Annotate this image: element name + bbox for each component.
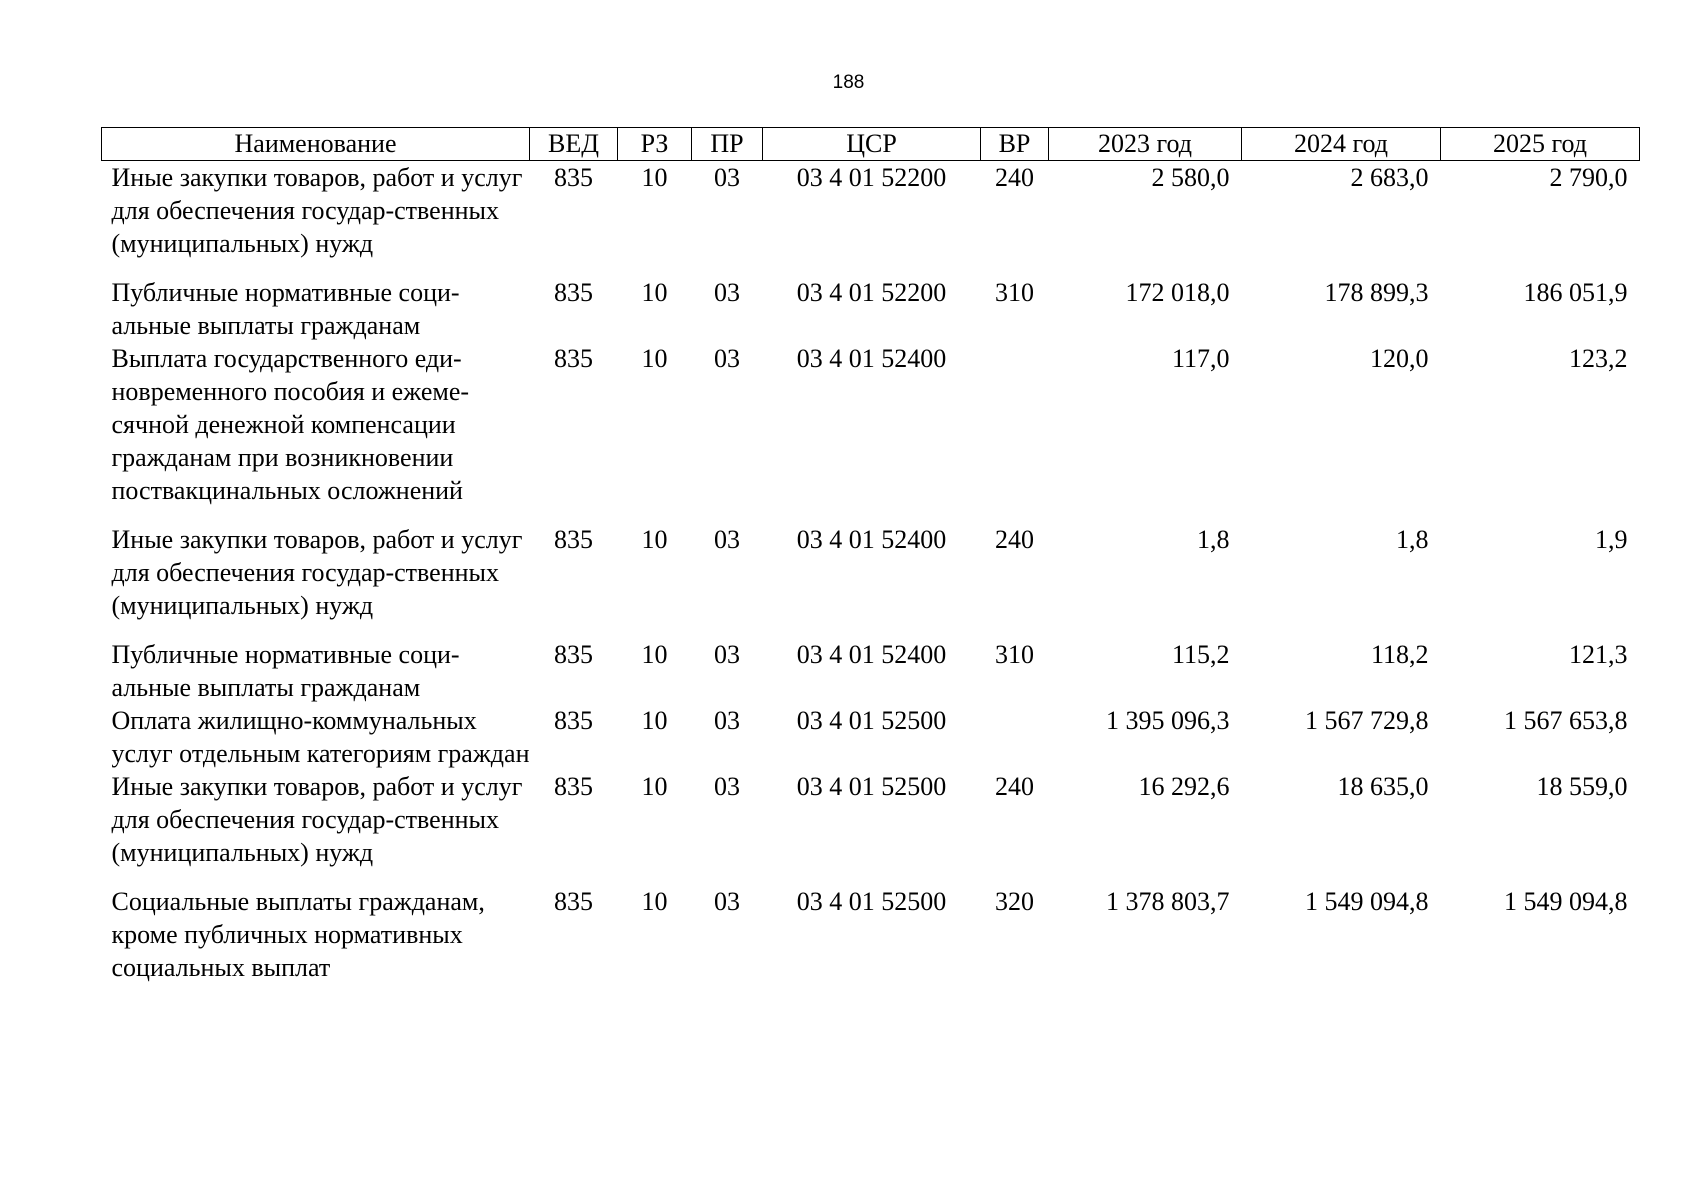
row-ved: 835 — [554, 640, 593, 669]
row-name: Социальные выплаты гражданам, кроме публичных нормативных социальных выплат — [111, 887, 485, 982]
row-pr: 03 — [714, 525, 740, 554]
row-2023: 172 018,0 — [1125, 278, 1230, 307]
row-pr: 03 — [714, 706, 740, 735]
header-rz: РЗ — [618, 128, 692, 161]
row-csr: 03 4 01 52400 — [796, 344, 947, 373]
row-2023: 1,8 — [1197, 525, 1230, 554]
row-2023: 1 378 803,7 — [1106, 887, 1230, 916]
row-csr: 03 4 01 52200 — [796, 278, 947, 307]
row-2024: 178 899,3 — [1324, 278, 1429, 307]
row-pr: 03 — [714, 887, 740, 916]
row-2025: 1,9 — [1595, 525, 1628, 554]
table-row — [102, 161, 1640, 277]
row-name: Публичные нормативные соци-альные выплаты гражданам — [111, 278, 460, 340]
row-name: Публичные нормативные соци-альные выплаты гражданам — [111, 640, 460, 702]
row-ved: 835 — [554, 887, 593, 916]
table-header-row — [102, 128, 1640, 161]
header-csr: ЦСР — [763, 128, 981, 161]
row-ved: 835 — [554, 772, 593, 801]
row-pr: 03 — [714, 344, 740, 373]
row-rz: 10 — [641, 706, 668, 735]
row-csr: 03 4 01 52200 — [796, 163, 947, 192]
row-2025: 186 051,9 — [1523, 278, 1628, 307]
row-2025: 121,3 — [1569, 640, 1628, 669]
row-2025: 1 549 094,8 — [1504, 887, 1628, 916]
row-vr: 240 — [995, 163, 1034, 192]
row-2025: 1 567 653,8 — [1504, 706, 1628, 735]
row-csr: 03 4 01 52500 — [796, 706, 947, 735]
row-ved: 835 — [554, 163, 593, 192]
row-vr: 310 — [995, 640, 1034, 669]
row-2024: 1 549 094,8 — [1305, 887, 1429, 916]
table-row — [102, 276, 1640, 342]
row-name: Иные закупки товаров, работ и услуг для обеспечения государ-ственных (муниципальных) нужд — [111, 163, 523, 258]
row-2023: 1 395 096,3 — [1106, 706, 1230, 735]
header-vr: ВР — [981, 128, 1049, 161]
page-number: 188 — [832, 72, 865, 93]
row-rz: 10 — [641, 640, 668, 669]
row-2024: 118,2 — [1370, 640, 1429, 669]
row-2023: 117,0 — [1171, 344, 1230, 373]
row-2024: 18 635,0 — [1337, 772, 1429, 801]
row-name: Выплата государственного еди-новременного пособия и ежеме-сячной денежной компенсации гражданам при возникновении поствакцинальных осложнений — [111, 344, 470, 505]
row-ved: 835 — [554, 344, 593, 373]
row-vr: 310 — [995, 278, 1034, 307]
header-2024: 2024 год — [1242, 128, 1441, 161]
row-2023: 16 292,6 — [1138, 772, 1230, 801]
row-rz: 10 — [641, 887, 668, 916]
row-csr: 03 4 01 52500 — [796, 887, 947, 916]
row-pr: 03 — [714, 772, 740, 801]
table-row — [102, 523, 1640, 638]
row-csr: 03 4 01 52500 — [796, 772, 947, 801]
row-rz: 10 — [641, 344, 668, 373]
row-pr: 03 — [714, 640, 740, 669]
row-csr: 03 4 01 52400 — [796, 640, 947, 669]
row-2025: 2 790,0 — [1549, 163, 1628, 192]
row-vr: 320 — [995, 887, 1034, 916]
row-2023: 115,2 — [1171, 640, 1230, 669]
table-row — [102, 704, 1640, 770]
row-rz: 10 — [641, 163, 668, 192]
table-row — [102, 342, 1640, 523]
row-2024: 120,0 — [1370, 344, 1429, 373]
row-2023: 2 580,0 — [1151, 163, 1230, 192]
row-rz: 10 — [641, 772, 668, 801]
row-vr: 240 — [995, 525, 1034, 554]
row-rz: 10 — [641, 278, 668, 307]
row-pr: 03 — [714, 163, 740, 192]
table-row — [102, 770, 1640, 885]
row-pr: 03 — [714, 278, 740, 307]
row-name: Иные закупки товаров, работ и услуг для обеспечения государ-ственных (муниципальных) нужд — [111, 772, 523, 867]
row-vr — [981, 342, 1049, 523]
row-rz: 10 — [641, 525, 668, 554]
row-csr: 03 4 01 52400 — [796, 525, 947, 554]
row-ved: 835 — [554, 706, 593, 735]
table-row — [102, 885, 1640, 984]
table-row — [102, 638, 1640, 704]
row-2024: 2 683,0 — [1350, 163, 1429, 192]
header-name: Наименование — [102, 128, 530, 161]
header-2025: 2025 год — [1441, 128, 1640, 161]
row-2025: 123,2 — [1569, 344, 1628, 373]
row-2024: 1 567 729,8 — [1305, 706, 1429, 735]
row-ved: 835 — [554, 525, 593, 554]
row-name: Оплата жилищно-коммунальных услуг отдельным категориям граждан — [111, 706, 530, 768]
row-2025: 18 559,0 — [1536, 772, 1628, 801]
header-ved: ВЕД — [530, 128, 618, 161]
budget-table — [101, 127, 1640, 984]
row-2024: 1,8 — [1396, 525, 1429, 554]
row-vr — [981, 704, 1049, 770]
header-2023: 2023 год — [1049, 128, 1242, 161]
header-pr: ПР — [692, 128, 763, 161]
row-ved: 835 — [554, 278, 593, 307]
row-name: Иные закупки товаров, работ и услуг для обеспечения государ-ственных (муниципальных) нужд — [111, 525, 523, 620]
row-vr: 240 — [995, 772, 1034, 801]
